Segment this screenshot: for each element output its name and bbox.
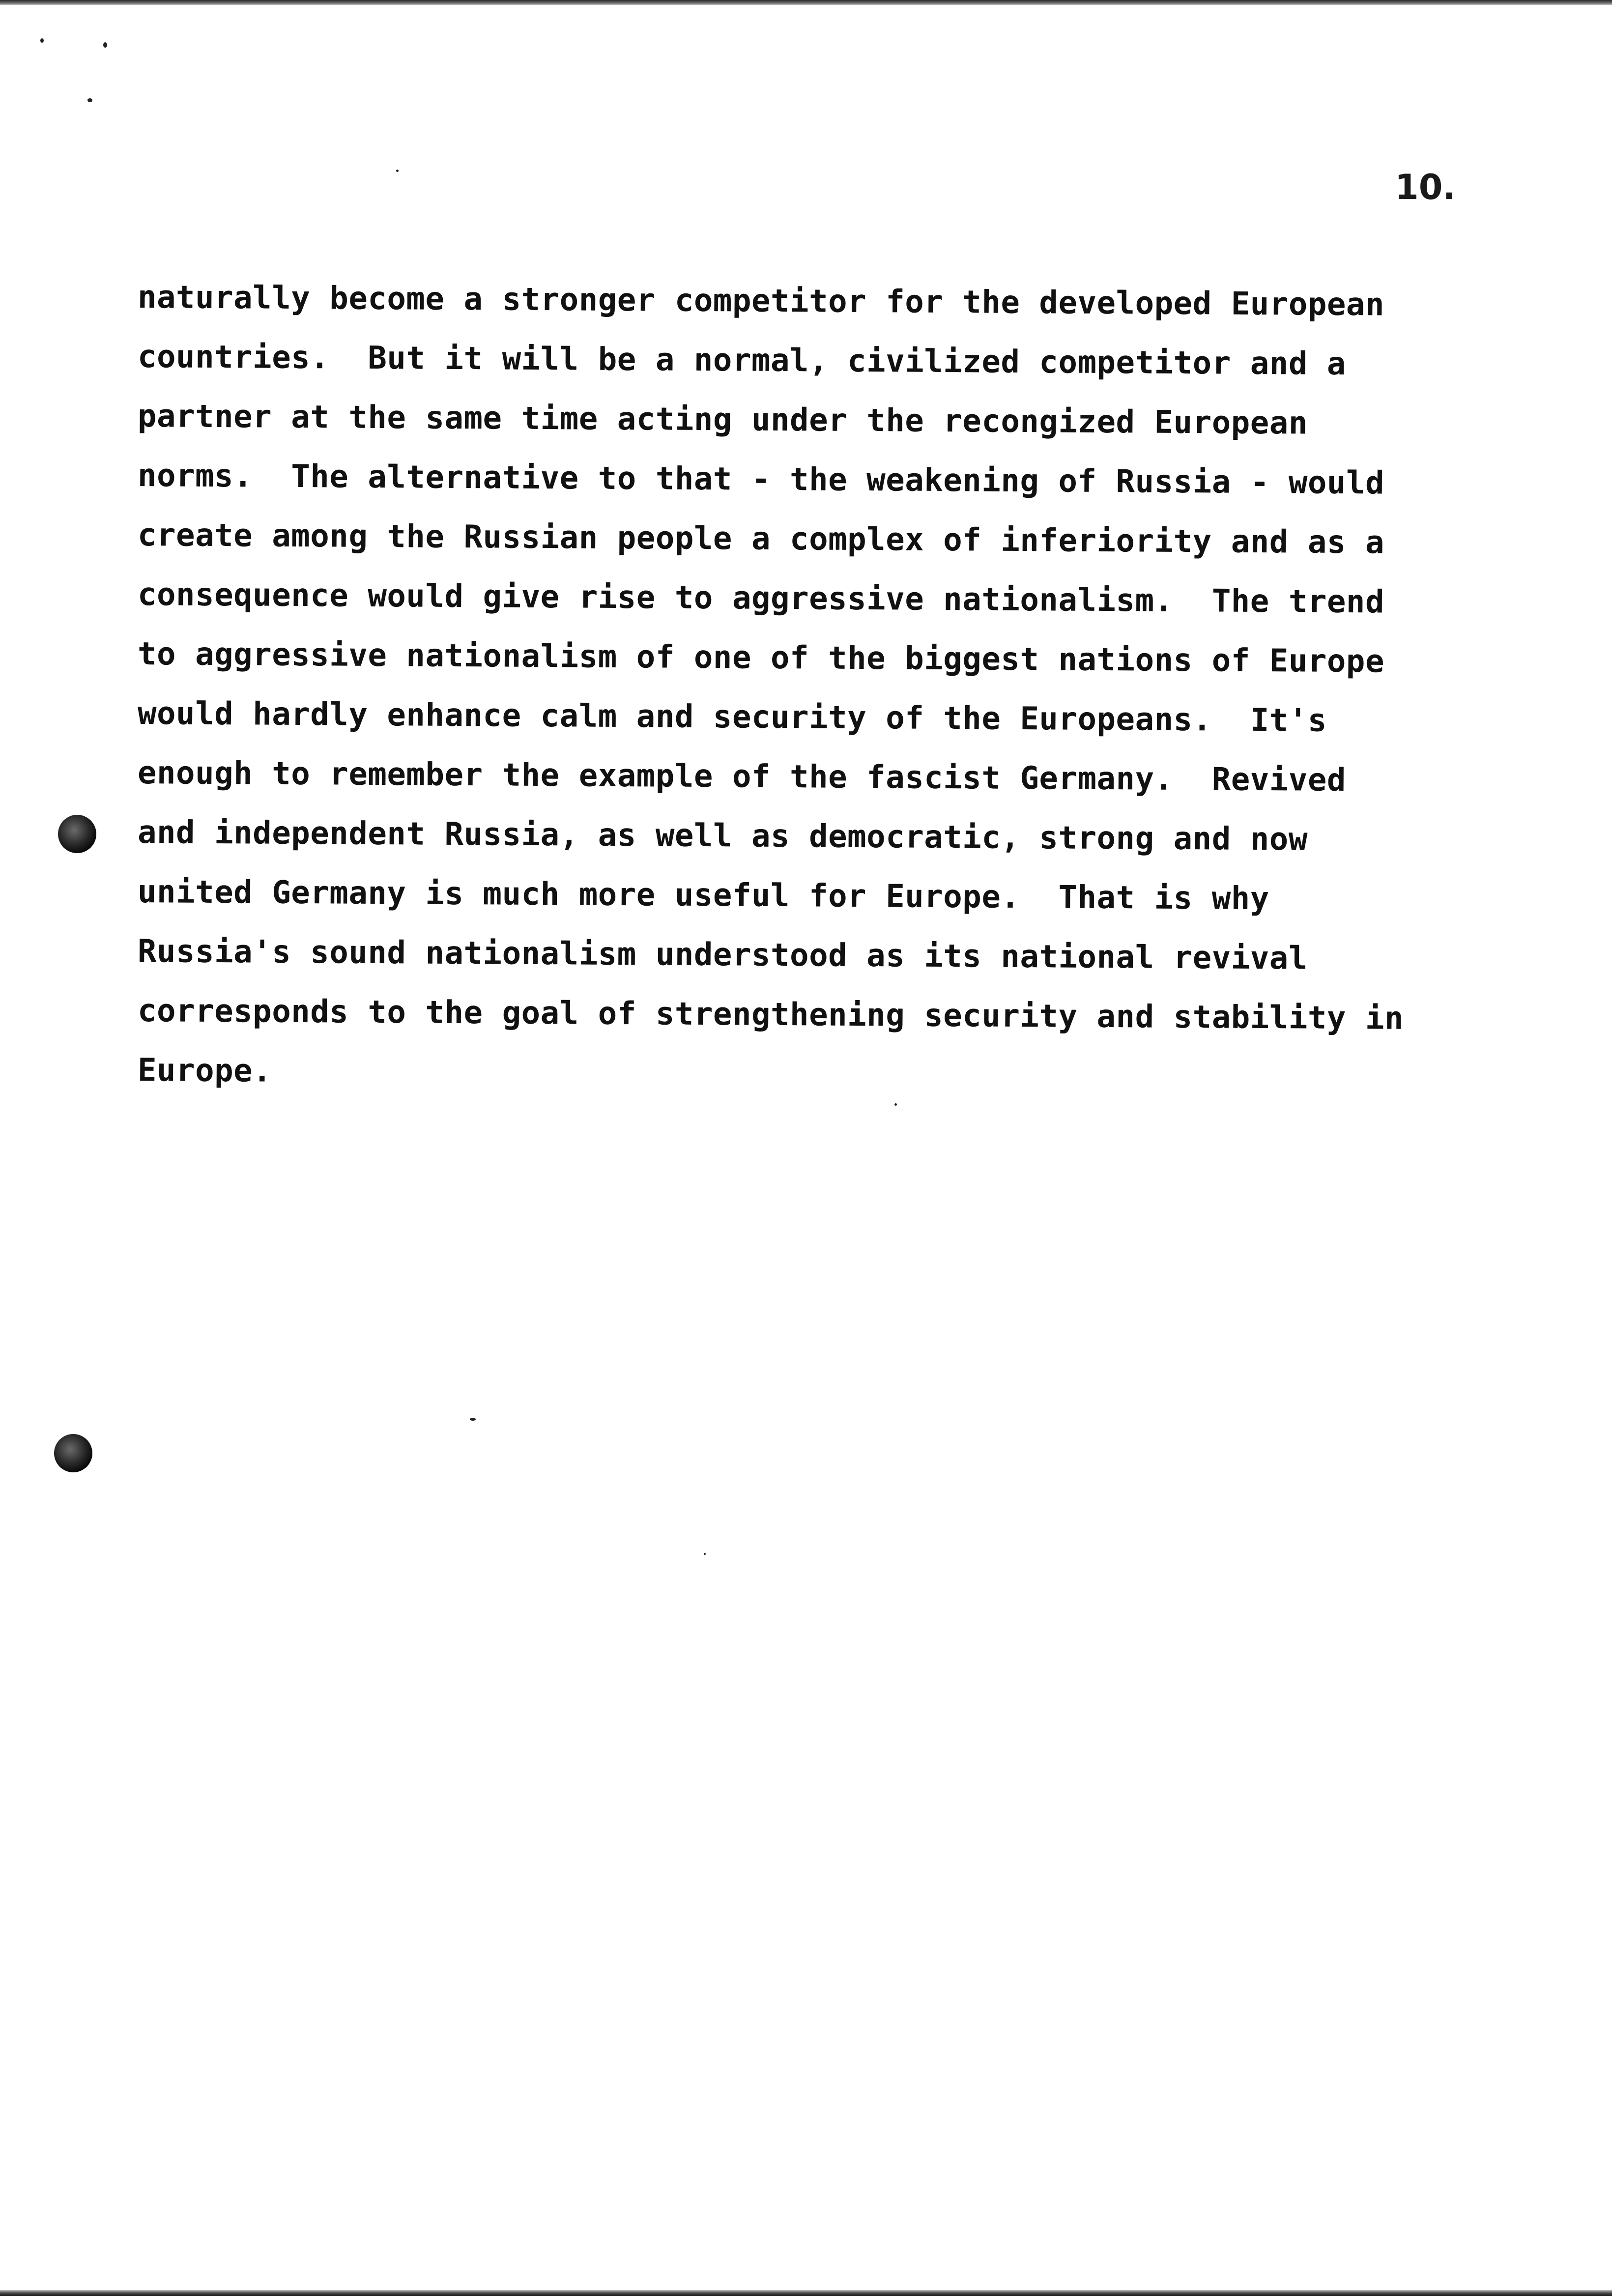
text-line: consequence would give rise to aggressive nationalism. The trend	[137, 576, 1385, 621]
text-line: and independent Russia, as well as democratic, strong and now	[137, 814, 1308, 858]
scan-speck	[87, 98, 92, 102]
text-line: norms. The alternative to that - the weakening of Russia - would	[137, 458, 1385, 502]
text-line: Europe.	[137, 1052, 272, 1090]
punch-hole-lower	[54, 1434, 92, 1472]
scan-speck	[704, 1553, 706, 1555]
scan-speck	[396, 170, 399, 172]
text-line: united Germany is much more useful for Europe. That is why	[137, 874, 1270, 918]
scan-speck	[40, 38, 44, 43]
scan-bottom-edge	[0, 2290, 1612, 2296]
text-line: to aggressive nationalism of one of the biggest nations of Europe	[137, 636, 1385, 680]
text-line: create among the Russian people a complex of inferiority and as a	[137, 517, 1385, 561]
scan-top-edge	[0, 0, 1612, 5]
text-line: enough to remember the example of the fascist Germany. Revived	[137, 755, 1347, 799]
punch-hole-upper	[58, 815, 96, 853]
body-paragraph	[138, 268, 1465, 1100]
text-line: naturally become a stronger competitor for the developed European	[137, 279, 1385, 323]
scan-speck	[103, 42, 107, 48]
text-line: partner at the same time acting under the recongized European	[137, 398, 1308, 442]
text-line: Russia's sound nationalism understood as its national revival	[137, 933, 1308, 977]
scan-speck	[470, 1418, 476, 1421]
page-number: 10.	[1395, 167, 1456, 207]
text-line: corresponds to the goal of strengthening security and stability in	[137, 993, 1404, 1037]
text-line: would hardly enhance calm and security of the Europeans. It's	[137, 695, 1327, 739]
text-line: countries. But it will be a normal, civilized competitor and a	[137, 339, 1347, 383]
